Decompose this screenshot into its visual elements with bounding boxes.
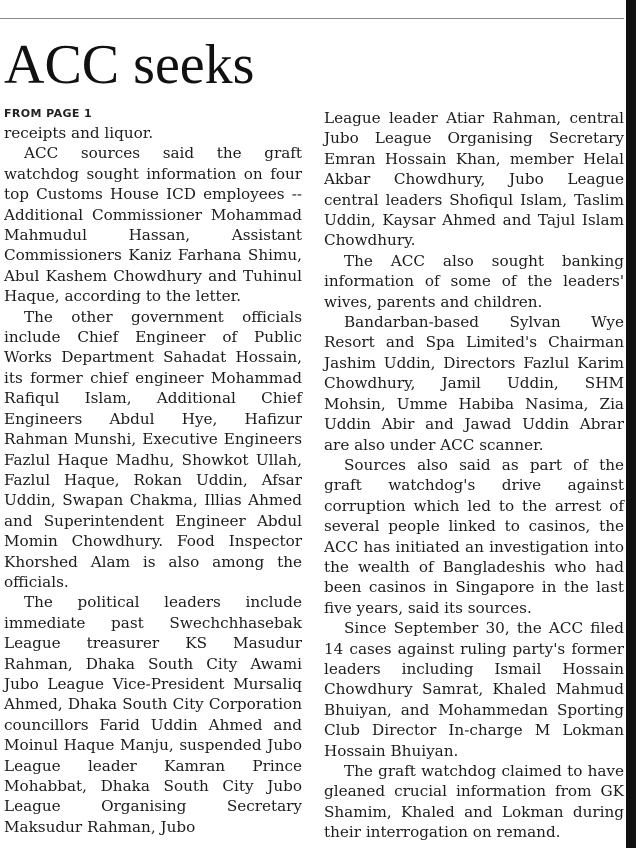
paragraph: The other government officials include Chief Engineer of Public Works Department Sahadat Hossain, its former chief engineer Mohammad Rafiqul Islam, Additional Chief Engineers Abdul Hye, Hafizur Rahman Munshi, Executive Engineers Fazlul Haque Madhu, Showkot Ullah, Fazlul Haque, Rokan Uddin, Afsar Uddin, Swapan Chakma, Illias Ahmed and Superintendent Engineer Abdul Momin Chowdhury. Food Inspector Khorshed Alam is also among the officials. <box>4 307 302 591</box>
paragraph: receipts and liquor. <box>4 124 154 142</box>
article-column-right <box>324 108 624 843</box>
jump-label: FROM PAGE 1 <box>4 107 93 120</box>
headline: ACC seeks <box>4 34 255 96</box>
paragraph: Bandarban-based Sylvan Wye Resort and Spa Limited's Chairman Jashim Uddin, Directors Fazlul Karim Chowdhury, Jamil Uddin, SHM Mohsin, Umme Habiba Nasima, Zia Uddin Abir and Jawad Uddin Abrar are also under ACC scanner. <box>324 313 624 454</box>
page-edge-bar <box>626 0 636 848</box>
paragraph: Since September 30, the ACC filed 14 cases against ruling party's former leaders including Ismail Hossain Chowdhury Samrat, Khaled Mahmud Bhuiyan, and Mohammedan Sporting Club Director In-charge M Lokman Hossain Bhuiyan. <box>324 619 624 760</box>
paragraph: League leader Atiar Rahman, central Jubo League Organising Secretary Emran Hossain Khan, member Helal Akbar Chowdhury, Jubo League central leaders Shofiqul Islam, Taslim Uddin, Kaysar Ahmed and Tajul Islam Chowdhury. <box>324 109 624 250</box>
top-rule <box>0 18 624 19</box>
paragraph: Sources also said as part of the graft watchdog's drive against corruption which led to the arrest of several people linked to casinos, the ACC has initiated an investigation into the wealth of Bangladeshis who had been casinos in Singapore in the last five years, said its sources. <box>324 455 624 617</box>
paragraph: The political leaders include immediate past Swechchhasebak League treasurer KS Masudur Rahman, Dhaka South City Awami Jubo League Vice-President Mursaliq Ahmed, Dhaka South City Corporation councillors Farid Uddin Ahmed and Moinul Haque Manju, suspended Jubo League leader Kamran Prince Mohabbat, Dhaka South City Jubo League Organising Secretary Maksudur Rahman, Jubo <box>4 593 302 836</box>
article-column-left <box>4 106 302 837</box>
paragraph: The ACC also sought banking information of some of the leaders' wives, parents and children. <box>324 251 624 311</box>
paragraph: The graft watchdog claimed to have gleaned crucial information from GK Shamim, Khaled and Lokman during their interrogation on remand. <box>324 762 624 842</box>
paragraph: ACC sources said the graft watchdog sought information on four top Customs House ICD employees -- Additional Commissioner Mohammad Mahmudul Hassan, Assistant Commissioners Kaniz Farhana Shimu, Abul Kashem Chowdhury and Tuhinul Haque, according to the letter. <box>4 144 302 306</box>
